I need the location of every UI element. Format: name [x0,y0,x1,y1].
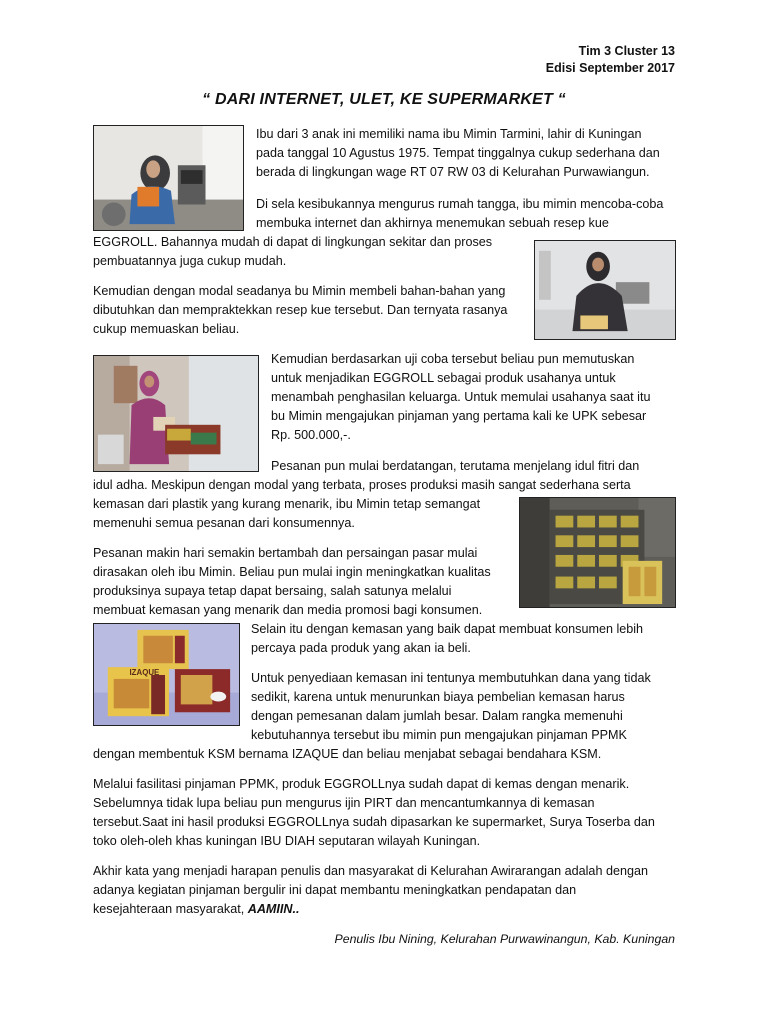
photo-izaque-boxes [93,623,240,726]
body-line: dengan membentuk KSM bernama IZAQUE dan beliau menjabat sebagai bendahara KSM. [93,747,602,761]
body-line: tersebut.Saat ini hasil produksi EGGROLLnya sudah dipasarkan ke supermarket, Surya Toserba dan [93,815,655,829]
body-line: dengan pemesanan dalam jumlah besar. Dalam rangka memenuhi [251,709,623,723]
box-brand-label: IZAQUE [129,668,160,677]
body-line: dibutuhkan dan mempraktekkan resep kue tersebut. Dan ternyata rasanya [93,303,508,317]
body-line: Selain itu dengan kemasan yang baik dapat membuat konsumen lebih [251,622,644,636]
body-line: pada tanggal 10 Agustus 1975. Tempat tinggalnya cukup sederhana dan [256,146,660,160]
closing-amin: AAMIIN.. [247,902,300,916]
photo-woman-sitting [534,240,676,340]
closing-text: kesejahteraan masyarakat, [93,902,245,916]
body-line: dirasakan oleh ibu Mimin. Beliau pun mulai ingin meningkatkan kualitas [93,565,491,579]
body-line: berada di lingkungan wage RT 07 RW 03 di Kelurahan Purwawiangun. [256,165,650,179]
body-line: Kemudian berdasarkan uji coba tersebut beliau pun memutuskan [271,352,635,366]
body-line: Kemudian dengan modal seadanya bu Mimin membeli bahan-bahan yang [93,284,506,298]
header-team: Tim 3 Cluster 13 [578,44,675,58]
body-line-closing [93,900,300,919]
body-line: idul adha. Meskipun dengan modal yang terbata, proses produksi masih sangat sederhana serta [93,478,631,492]
body-line: Pesanan pun mulai berdatangan, terutama menjelang idul fitri dan [271,459,640,473]
article-title: “ DARI INTERNET, ULET, KE SUPERMARKET “ [202,91,566,108]
photo-product-shelf [519,497,676,608]
photo-woman-cooking [93,125,244,231]
body-line: adanya kegiatan pinjaman bergulir ini dapat membantu meningkatkan pendapatan dan [93,883,577,897]
body-line: Akhir kata yang menjadi harapan penulis dan masyarakat di Kelurahan Awirarangan adalah dengan [93,864,648,878]
body-line: Pesanan makin hari semakin bertambah dan persaingan pasar mulai [93,546,478,560]
body-line: Melalui fasilitasi pinjaman PPMK, produk EGGROLLnya sudah dapat di kemas dengan menarik. [93,777,630,791]
body-line: Sebelumnya tidak lupa beliau pun mengurus ijin PIRT dan mencantumkannya di kemasan [93,796,595,810]
body-line: bu Mimin mengajukan pinjaman yang pertama kali ke UPK sebesar [271,409,647,423]
header-edition: Edisi September 2017 [545,61,675,75]
author-signature: Penulis Ibu Nining, Kelurahan Purwawinangun, Kab. Kuningan [334,932,675,946]
body-line: sedikit, karena untuk menurunkan biaya pembelian kemasan harus [251,690,625,704]
body-line: menambah penghasilan keluarga. Untuk memulai usahanya saat itu [271,390,651,404]
body-line: kemasan dari plastik yang kurang menarik, ibu Mimin tetap semangat [93,497,481,511]
body-line: membuat kemasan yang menarik dan media promosi bagi konsumen. [93,603,483,617]
body-line: Ibu dari 3 anak ini memiliki nama ibu Mimin Tarmini, lahir di Kuningan [256,127,642,141]
body-line: membuka internet dan akhirnya menemukan sebuah resep kue [256,216,609,230]
body-line: Di sela kesibukannya mengurus rumah tangga, ibu mimin mencoba-coba [256,197,664,211]
body-line: kebutuhannya tersebut ibu mimin pun mengajukan pinjaman PPMK [251,728,627,742]
photo-woman-with-boxes [93,355,259,472]
body-line: Rp. 500.000,-. [271,428,351,442]
body-line: toko oleh-oleh khas kuningan IBU DIAH seputaran wilayah Kuningan. [93,834,481,848]
body-line: memenuhi semua pesanan dari konsumennya. [93,516,355,530]
body-line: untuk menjadikan EGGROLL sebagai produk usahanya untuk [271,371,616,385]
body-line: percaya pada produk yang akan ia beli. [251,641,471,655]
body-line: Untuk penyediaan kemasan ini tentunya membutuhkan dana yang tidak [251,671,651,685]
body-line: produksinya supaya tetap dapat bersaing, salah satunya melalui [93,584,452,598]
body-line: cukup memuaskan beliau. [93,322,240,336]
body-line: pembuatannya juga cukup mudah. [93,254,287,268]
body-line: EGGROLL. Bahannya mudah di dapat di lingkungan sekitar dan proses [93,235,493,249]
